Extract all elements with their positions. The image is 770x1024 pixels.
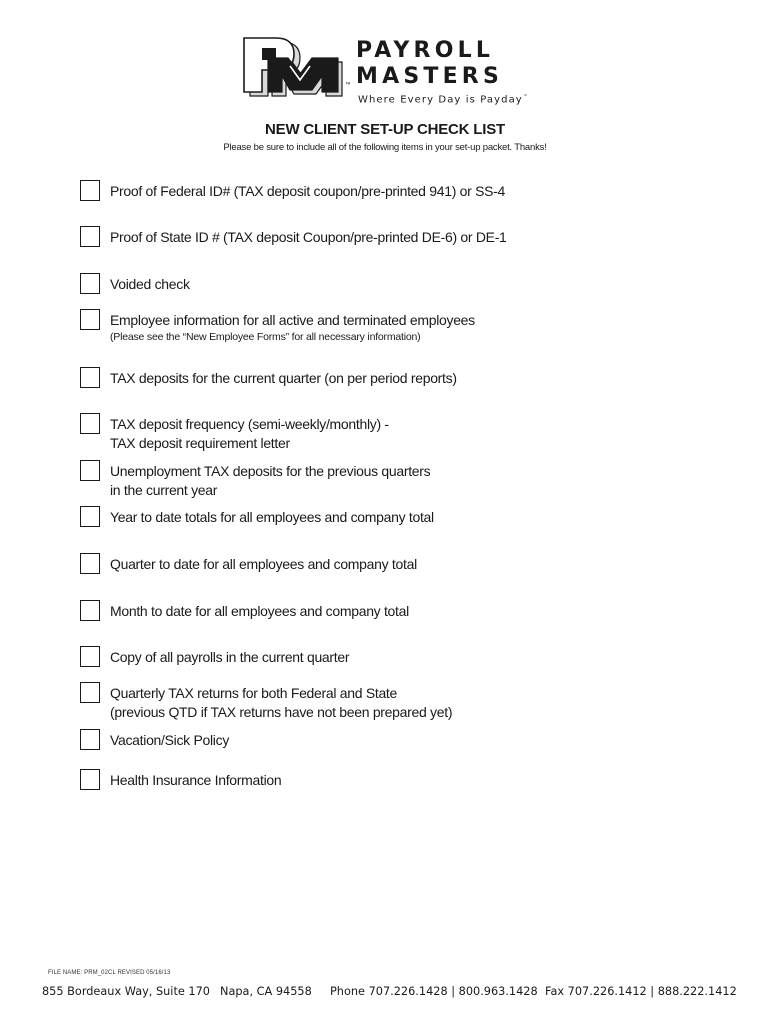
checklist-item-label: TAX deposit frequency (semi-weekly/monthly) -: [110, 416, 389, 432]
checklist-checkbox[interactable]: [80, 273, 100, 294]
checklist-item-label: TAX deposit requirement letter: [110, 435, 290, 451]
checklist-item-label: Proof of Federal ID# (TAX deposit coupon/pre-printed 941) or SS-4: [110, 183, 506, 199]
checklist-item-label: (previous QTD if TAX returns have not been prepared yet): [110, 704, 453, 720]
checklist-item-text: [110, 684, 452, 722]
footer-city: Napa, CA 94558: [220, 985, 312, 998]
checklist-checkbox[interactable]: [80, 682, 100, 703]
checklist-checkbox[interactable]: [80, 553, 100, 574]
checklist-item-text: [110, 602, 409, 621]
tagline-text: Where Every Day is Payday: [358, 94, 523, 106]
checklist-checkbox[interactable]: [80, 226, 100, 247]
checklist-item-label: Copy of all payrolls in the current quarter: [110, 649, 350, 665]
checklist-checkbox[interactable]: [80, 769, 100, 790]
checklist-item-text: [110, 369, 457, 388]
brand-name-line1: PAYROLL: [356, 38, 495, 63]
checklist-item-label: Voided check: [110, 276, 190, 292]
checklist-checkbox[interactable]: [80, 460, 100, 481]
brand-name-line2: MASTERS: [356, 64, 503, 89]
checklist-item-label: TAX deposits for the current quarter (on per period reports): [110, 370, 457, 386]
checklist-item-label: Health Insurance Information: [110, 772, 282, 788]
checklist-item-text: [110, 648, 349, 667]
footer-phone: Phone 707.226.1428 | 800.963.1428: [330, 985, 538, 998]
checklist-item-text: [110, 508, 434, 527]
checklist-item-text: [110, 275, 190, 294]
checklist-checkbox[interactable]: [80, 413, 100, 434]
page-title: NEW CLIENT SET-UP CHECK LIST: [265, 121, 505, 138]
checklist-item-label: Quarterly TAX returns for both Federal and State: [110, 685, 398, 701]
checklist-item-label: Month to date for all employees and company total: [110, 603, 409, 619]
trademark-symbol: ™: [345, 82, 351, 89]
checklist-item-text: [110, 462, 430, 500]
checklist-checkbox[interactable]: [80, 729, 100, 750]
footer-fax: Fax 707.226.1412 | 888.222.1412: [545, 985, 737, 998]
tagline-trademark: ™: [522, 94, 529, 100]
checklist-item-text: [110, 311, 475, 344]
checklist-item-label: Unemployment TAX deposits for the previous quarters: [110, 463, 431, 479]
checklist-checkbox[interactable]: [80, 506, 100, 527]
file-revision-info: FILE NAME: PRM_02CL REVISED 05/16/13: [48, 970, 171, 976]
checklist-item-label: Year to date totals for all employees and company total: [110, 509, 434, 525]
checklist-item-label: Employee information for all active and terminated employees: [110, 312, 475, 328]
checklist-item-label: Quarter to date for all employees and company total: [110, 556, 417, 572]
checklist-checkbox[interactable]: [80, 600, 100, 621]
checklist-checkbox[interactable]: [80, 367, 100, 388]
checklist-item-text: [110, 228, 507, 247]
checklist-item-text: [110, 555, 417, 574]
checklist-item-text: [110, 771, 281, 790]
footer-contact: [40, 985, 740, 1003]
checklist-checkbox[interactable]: [80, 646, 100, 667]
checklist-item-text: [110, 415, 389, 453]
checklist-checkbox[interactable]: [80, 180, 100, 201]
checklist-item-label: Vacation/Sick Policy: [110, 732, 230, 748]
checklist-item-label: in the current year: [110, 482, 218, 498]
page-subtitle: Please be sure to include all of the following items in your set-up packet. Thanks!: [223, 142, 547, 153]
checklist-item-note: (Please see the “New Employee Forms” for all necessary information): [110, 331, 421, 343]
footer-address: 855 Bordeaux Way, Suite 170: [42, 985, 210, 998]
checklist-item-text: [110, 731, 229, 750]
checklist-checkbox[interactable]: [80, 309, 100, 330]
checklist-item-text: [110, 182, 505, 201]
checklist-item-label: Proof of State ID # (TAX deposit Coupon/pre-printed DE-6) or DE-1: [110, 229, 507, 245]
